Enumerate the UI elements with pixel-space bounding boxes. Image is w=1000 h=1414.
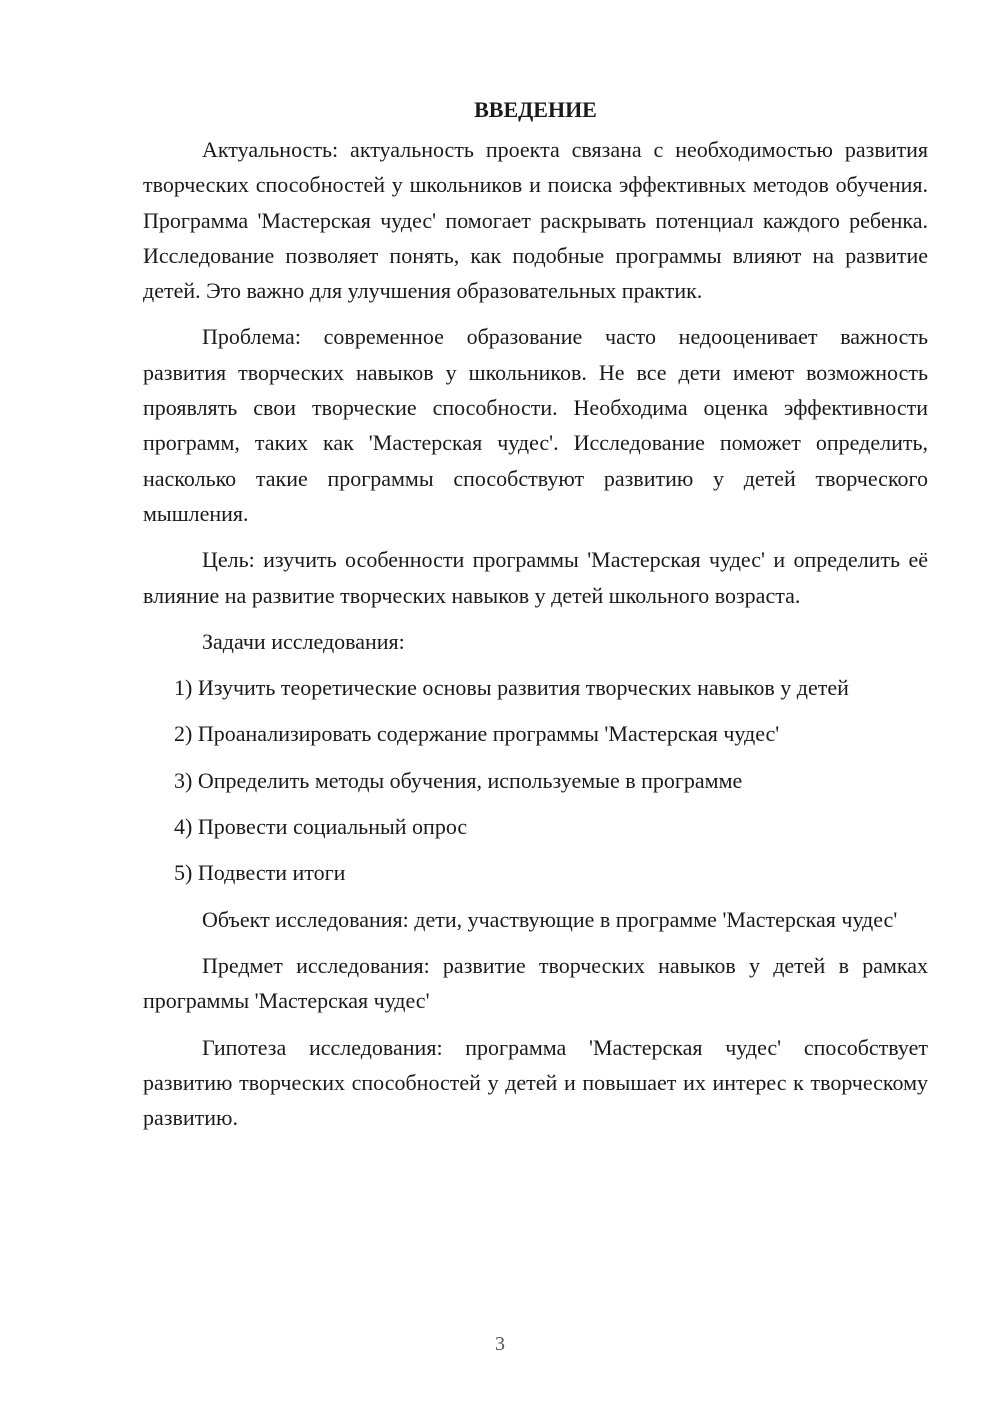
task-item-3: 3) Определить методы обучения, используемые в программе bbox=[174, 767, 743, 793]
task-item-1: 1) Изучить теоретические основы развития творческих навыков у детей bbox=[174, 675, 849, 701]
page-number: 3 bbox=[495, 1333, 505, 1355]
paragraph-goal: Цель: изучить особенности программы 'Мастерская чудес' и определить её влияние на развитие творческих навыков у детей школьного возраста. bbox=[143, 547, 928, 608]
paragraph-hypothesis: Гипотеза исследования: программа 'Мастерская чудес' способствует развитию творческих способностей у детей и повышает их интерес к творческому развитию. bbox=[143, 1034, 928, 1131]
paragraph-problem: Проблема: современное образование часто недооценивает важность развития творческих навыков у школьников. Не все дети имеют возможность проявлять свои творческие способности. Необходима оценка эффективности программ, таких как 'Мастерская чудес'. Исследование поможет определить, насколько такие программы способствуют развитию у детей творческого мышления. bbox=[143, 324, 928, 526]
paragraph-subject: Предмет исследования: развитие творческих навыков у детей в рамках программы 'Мастерская чудес' bbox=[143, 952, 928, 1014]
document-title: ВВЕДЕНИЕ bbox=[474, 97, 597, 122]
paragraph-object: Объект исследования: дети, участвующие в программе 'Мастерская чудес' bbox=[202, 906, 898, 932]
task-item-2: 2) Проанализировать содержание программы 'Мастерская чудес' bbox=[174, 721, 780, 747]
document-page bbox=[143, 90, 928, 1146]
paragraph-relevance: Актуальность: актуальность проекта связана с необходимостью развития творческих способностей у школьников и поиска эффективных методов обучения. Программа 'Мастерская чудес' помогает раскрывать потенциал каждого ребенка. Исследование позволяет понять, как подобные программы влияют на развитие детей. Это важно для улучшения образовательных практик. bbox=[143, 137, 928, 304]
paragraph-tasks-heading: Задачи исследования: bbox=[202, 628, 405, 654]
task-item-4: 4) Провести социальный опрос bbox=[174, 814, 468, 840]
task-item-5: 5) Подвести итоги bbox=[174, 860, 346, 886]
